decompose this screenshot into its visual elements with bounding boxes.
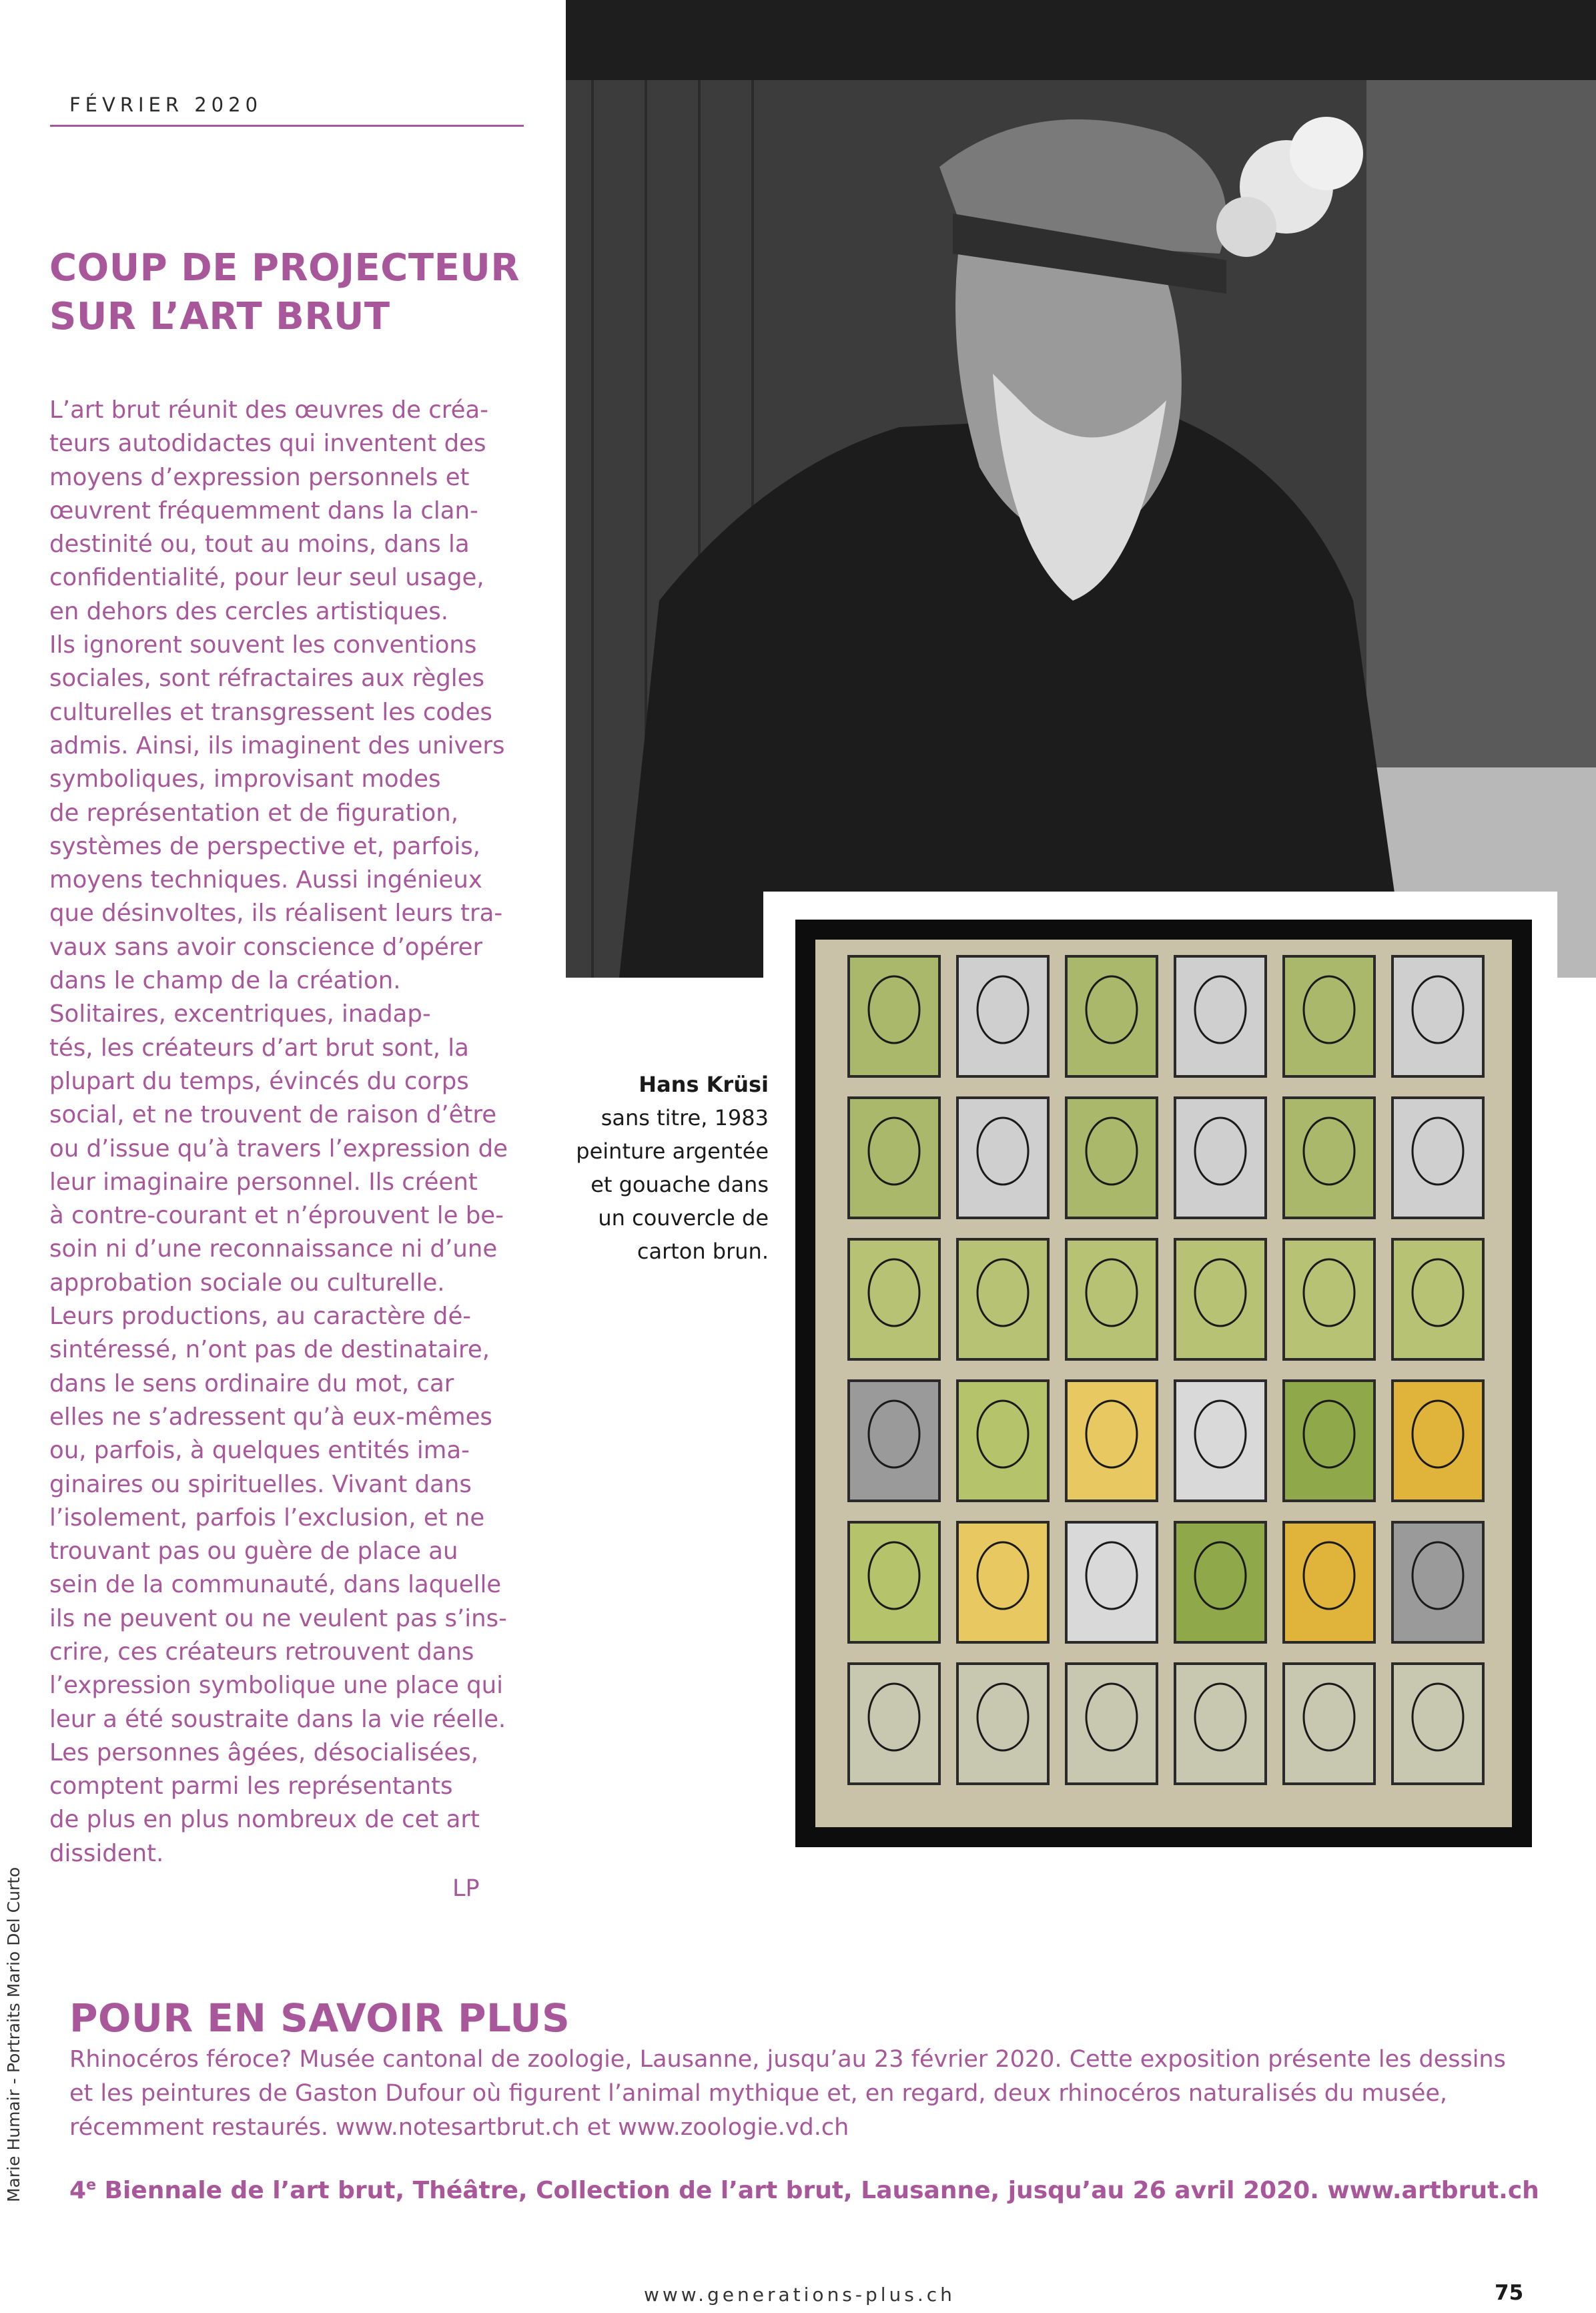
body-line: moyens techniques. Aussi ingénieux [49,866,482,894]
art-tile [1175,1098,1266,1218]
body-line: social, et ne trouvent de raison d’être [49,1101,497,1129]
more-info-title: POUR EN SAVOIR PLUS [69,1995,570,2041]
art-tile [1066,1522,1157,1642]
body-line: soin ni d’une reconnaissance ni d’une [49,1235,498,1263]
body-line: sociales, sont réfractaires aux règles [49,665,484,693]
art-tile [1066,1098,1157,1218]
body-line: admis. Ainsi, ils imaginent des univers [49,731,505,759]
art-tile [1175,1239,1266,1359]
body-line: destinité ou, tout au moins, dans la [49,531,470,559]
body-line: Solitaires, excentriques, inadap- [49,1000,431,1028]
biennale-text: Biennale de l’art brut, Théâtre, Collection de l’art brut, Lausanne, jusqu’au 26 avril 2020. www.artbrut.ch [95,2177,1539,2204]
art-tile [1392,1098,1483,1218]
body-line: l’expression symbolique une place qui [49,1672,503,1700]
body-line: sintéressé, n’ont pas de destinataire, [49,1336,490,1364]
body-line: trouvant pas ou guère de place au [49,1538,458,1566]
art-tile [957,1098,1048,1218]
title-line: SUR L’ART BRUT [49,295,390,338]
art-tile [849,1239,939,1359]
body-line: vaux sans avoir conscience d’opérer [49,933,483,961]
body-line: de plus en plus nombreux de cet art [49,1806,480,1834]
author-initials: LP [452,1875,480,1902]
title-line: COUP DE PROJECTEUR [49,246,520,290]
body-line: œuvrent fréquemment dans la clan- [49,497,478,525]
artwork-image [795,920,1532,1847]
caption-line: et gouache dans [590,1172,769,1197]
body-line: leur a été soustraite dans la vie réelle. [49,1705,506,1733]
art-tile [1175,1664,1266,1784]
more-info-line: récemment restaurés. www.notesartbrut.ch et www.zoologie.vd.ch [69,2114,849,2141]
body-line: comptent parmi les représentants [49,1772,453,1800]
biennale-sup: e [86,2177,96,2194]
body-line: que désinvoltes, ils réalisent leurs tra- [49,900,503,928]
art-tile [1284,1381,1374,1501]
body-line: ils ne peuvent ou ne veulent pas s’ins- [49,1604,507,1632]
body-line: Ils ignorent souvent les conventions [49,631,477,659]
more-info-line: Rhinocéros féroce? Musée cantonal de zoologie, Lausanne, jusqu’au 23 février 2020. Cette exposition présente les dessins [69,2046,1506,2073]
art-tile [1284,956,1374,1076]
artwork-caption [567,1068,769,1268]
more-info-line: et les peintures de Gaston Dufour où figurent l’animal mythique et, en regard, deux rhinocéros naturalisés du musée, [69,2080,1448,2107]
body-line: de représentation et de figuration, [49,799,459,827]
caption-line: sans titre, 1983 [601,1105,769,1130]
art-tile [957,956,1048,1076]
art-tile [1066,1239,1157,1359]
photo-credit: Marie Humair - Portraits Mario Del Curto [4,1867,23,2202]
art-tile [957,1664,1048,1784]
art-tile [1392,1381,1483,1501]
body-line: à contre-courant et n’éprouvent le be- [49,1202,504,1230]
art-tile [849,1522,939,1642]
art-tile [1392,1239,1483,1359]
header-rule [50,125,524,127]
art-tile [957,1381,1048,1501]
article-title [49,244,530,341]
art-tile [1284,1239,1374,1359]
body-line: approbation sociale ou culturelle. [49,1269,445,1297]
biennale-num: 4 [69,2177,87,2204]
body-line: ou d’issue qu’à travers l’expression de [49,1134,508,1163]
body-line: en dehors des cercles artistiques. [49,597,448,625]
art-tile [849,1664,939,1784]
body-line: moyens d’expression personnels et [49,463,470,491]
body-line: ginaires ou spirituelles. Vivant dans [49,1470,472,1498]
art-tile [849,956,939,1076]
body-line: Leurs productions, au caractère dé- [49,1303,472,1331]
issue-date: FÉVRIER 2020 [69,93,263,116]
caption-artist: Hans Krüsi [639,1072,769,1097]
art-tile [1284,1098,1374,1218]
article-body [49,394,530,1871]
page-number: 75 [1495,2281,1524,2305]
art-tile [1175,1522,1266,1642]
art-tile [1066,1664,1157,1784]
body-line: confidentialité, pour leur seul usage, [49,564,484,592]
art-tile [1392,956,1483,1076]
art-tile [849,1098,939,1218]
art-tile [1175,956,1266,1076]
body-line: culturelles et transgressent les codes [49,698,492,726]
body-line: l’isolement, parfois l’exclusion, et ne [49,1504,485,1532]
art-tile [1066,956,1157,1076]
body-line: symboliques, improvisant modes [49,765,441,793]
art-tile [1066,1381,1157,1501]
body-line: Les personnes âgées, désocialisées, [49,1738,479,1766]
body-line: plupart du temps, évincés du corps [49,1067,469,1095]
art-tile [1392,1522,1483,1642]
art-tile [957,1522,1048,1642]
body-line: sein de la communauté, dans laquelle [49,1571,502,1599]
body-line: systèmes de perspective et, parfois, [49,832,480,860]
body-line: ou, parfois, à quelques entités ima- [49,1437,470,1465]
body-line: leur imaginaire personnel. Ils créent [49,1168,478,1196]
biennale-info [69,2177,1564,2204]
body-line: tés, les créateurs d’art brut sont, la [49,1034,469,1062]
caption-line: peinture argentée [576,1138,769,1164]
footer-url[interactable]: www.generations-plus.ch [644,2284,955,2306]
body-line: elles ne s’adressent qu’à eux-mêmes [49,1403,492,1431]
body-line: dissident. [49,1839,164,1867]
art-tile [1284,1664,1374,1784]
portrait-photo [566,0,1596,978]
body-line: teurs autodidactes qui inventent des [49,430,486,458]
art-tile [1284,1522,1374,1642]
caption-line: carton brun. [637,1239,769,1264]
art-tile [1392,1664,1483,1784]
art-tile [1175,1381,1266,1501]
body-line: crire, ces créateurs retrouvent dans [49,1638,474,1666]
art-tile [957,1239,1048,1359]
body-line: L’art brut réunit des œuvres de créa- [49,396,488,424]
caption-line: un couvercle de [598,1205,769,1231]
body-line: dans le champ de la création. [49,967,401,995]
body-line: dans le sens ordinaire du mot, car [49,1369,454,1397]
more-info-text [69,2043,1564,2145]
art-tile [849,1381,939,1501]
